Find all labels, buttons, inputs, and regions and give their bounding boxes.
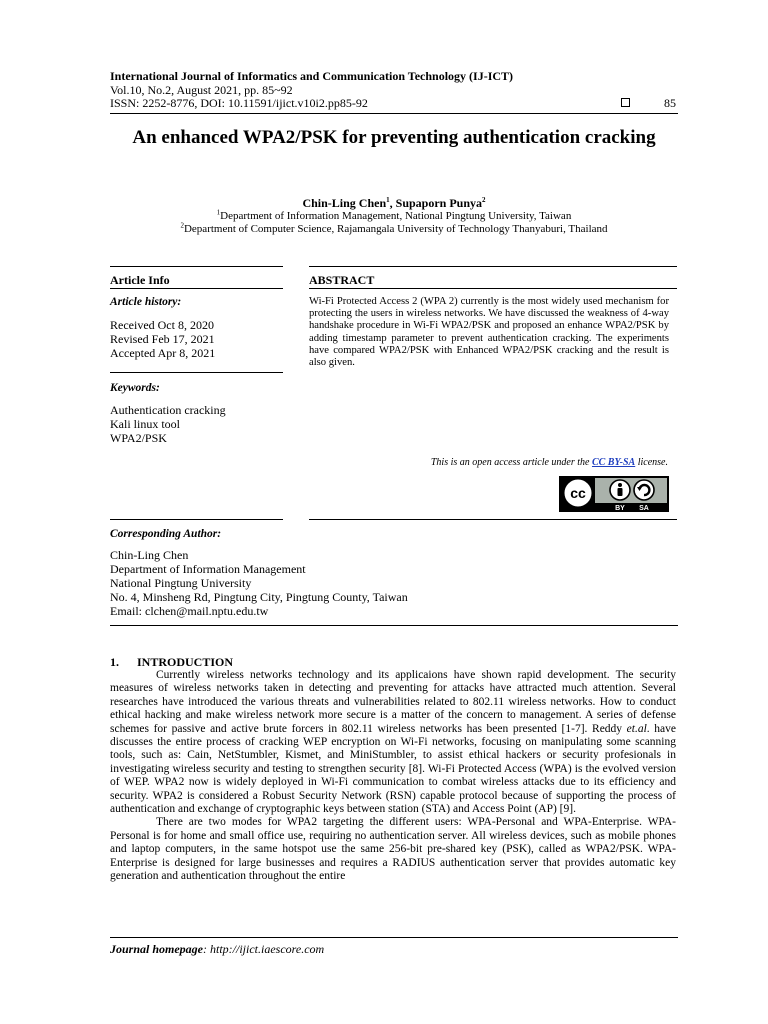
introduction-body — [110, 669, 676, 884]
affiliation-text: Department of Information Management, National Pingtung University, Taiwan — [220, 210, 572, 222]
page-number: 85 — [664, 96, 676, 110]
corresponding-email: Email: clchen@mail.nptu.edu.tw — [110, 604, 269, 618]
paragraph-text: Currently wireless networks technology and its applicaions have shown rapid development. The security measures of wireless networks taken in detecting and preventing for attacks have attracted much attention. Several researches have introduced the various threats and vulnerabilities related to 802.11 wireless networks. How to conduct ethical hacking and make wireless network more secure is a matter of the concern to management. A series of defense schemes for passive and active brute forcers in 802.11 wireless networks has been presented [1-7]. Reddy — [110, 669, 676, 735]
author-name: Chin-Ling Chen — [302, 196, 387, 210]
received-date: Received Oct 8, 2020 — [110, 318, 214, 332]
license-link[interactable]: CC BY-SA — [591, 457, 636, 468]
badge-sa-label: SA — [639, 505, 649, 512]
keywords-rule — [110, 372, 283, 373]
article-history-label: Article history: — [110, 296, 182, 308]
footer-rule — [110, 937, 678, 938]
issn-doi: ISSN: 2252-8776, DOI: 10.11591/ijict.v10i2.pp85-92 — [110, 96, 368, 110]
journal-homepage — [110, 942, 324, 957]
article-info-rule — [110, 288, 283, 289]
author-list — [110, 196, 678, 211]
affiliation-2 — [110, 223, 678, 235]
keywords-label: Keywords: — [110, 382, 160, 394]
keyword-item: Kali linux tool — [110, 417, 180, 431]
section-heading: INTRODUCTION — [137, 655, 234, 669]
article-info-heading: Article Info — [110, 273, 170, 287]
creative-commons-icon — [559, 476, 669, 512]
front-matter-bottom-rule — [110, 625, 678, 626]
abstract-heading: ABSTRACT — [309, 273, 375, 287]
corresponding-name: Chin-Ling Chen — [110, 548, 189, 562]
volume-info: Vol.10, No.2, August 2021, pp. 85~92 — [110, 83, 293, 97]
author-name: Supaporn Punya — [395, 196, 483, 210]
abstract-rule — [309, 288, 677, 289]
author-separator: , — [389, 196, 396, 210]
paper-title: An enhanced WPA2/PSK for preventing authentication cracking — [132, 127, 656, 148]
corresponding-address: No. 4, Minsheng Rd, Pingtung City, Pingtung County, Taiwan — [110, 590, 408, 604]
paragraph-text: . have discusses the entire process of cracking WEP encryption on Wi-Fi networks, focusing on manipulating some scanning tools, such as: Cain, NetStumbler, Kismet, and MiniStumbler, to assist ethical hackers or security profesionals in investigating wireless security and testing to strengthen security [8]. Wi-Fi Protected Access (WPA) is the evolved version of WEP. WPA2 now is widely deployed in Wi-Fi communication to combat wireless attacks due to its efficiency and security. WPA2 is considered a Robust Security Network (RSN) capable protocol because of supporting the process of authentication and exchange of cryptographic keys between station (STA) and Access Point (AP) [9]. — [110, 722, 676, 816]
keyword-item: WPA2/PSK — [110, 431, 167, 445]
affiliation-marker: 2 — [180, 221, 184, 230]
accepted-date: Accepted Apr 8, 2021 — [110, 346, 216, 360]
affiliation-1 — [110, 210, 678, 222]
paragraph — [110, 669, 676, 816]
square-icon — [621, 98, 630, 107]
affiliation-text: Department of Computer Science, Rajamangala University of Technology Thanyaburi, Thailand — [183, 223, 608, 235]
cc-by-sa-badge[interactable] — [559, 476, 669, 512]
affiliation-marker: 1 — [216, 208, 221, 217]
abstract-text: Wi-Fi Protected Access 2 (WPA 2) currently is the most widely used mechanism for protecting the users in wireless networks. We have discussed the weakness of 4-way handshake procedure in Wi-Fi WPA2/PSK and proposed an enhance WPA2/PSK by adding timestamp parameter to prevent authentication cracking. The experiments have compared WPA2/PSK with Enhanced WPA2/PSK cracking and the result is also given. — [309, 296, 669, 369]
corresponding-right-rule — [309, 519, 677, 520]
affiliation-marker: 1 — [386, 196, 390, 204]
open-access-text: license. — [635, 457, 668, 468]
homepage-label: Journal homepage — [110, 942, 204, 956]
header-rule — [110, 113, 678, 114]
journal-name: International Journal of Informatics and Communication Technology (IJ-ICT) — [110, 69, 514, 83]
abstract-top-rule — [309, 266, 677, 267]
open-access-text: This is an open access article under the — [430, 457, 592, 468]
badge-by-label: BY — [615, 505, 625, 512]
homepage-colon: : — [203, 942, 211, 956]
paragraph: There are two modes for WPA2 targeting the different users: WPA-Personal and WPA-Enterprise. WPA-Personal is for home and small office use, requiring no authentication server. All wireless devices, such as mobile phones and laptop computers, in the same hotspot use the same 256-bit pre-shared key (PSK), called as WPA2/PSK. WPA-Enterprise is designed for large businesses and requires a RADIUS authentication server that provides automatic key generation and authentication throughout the entire — [110, 816, 676, 883]
svg-text:cc: cc — [570, 485, 586, 501]
citation-etal: et.al — [626, 722, 647, 735]
affiliation-marker: 2 — [482, 196, 486, 204]
article-info-top-rule — [110, 266, 283, 267]
open-access-notice — [431, 457, 668, 468]
keyword-item: Authentication cracking — [110, 403, 226, 417]
homepage-url[interactable]: http://ijict.iaescore.com — [210, 942, 325, 956]
revised-date: Revised Feb 17, 2021 — [110, 332, 215, 346]
corresponding-university: National Pingtung University — [110, 576, 252, 590]
section-number: 1. — [110, 655, 119, 669]
corresponding-dept: Department of Information Management — [110, 562, 306, 576]
corresponding-left-rule — [110, 519, 283, 520]
corresponding-author-heading: Corresponding Author: — [110, 528, 222, 540]
